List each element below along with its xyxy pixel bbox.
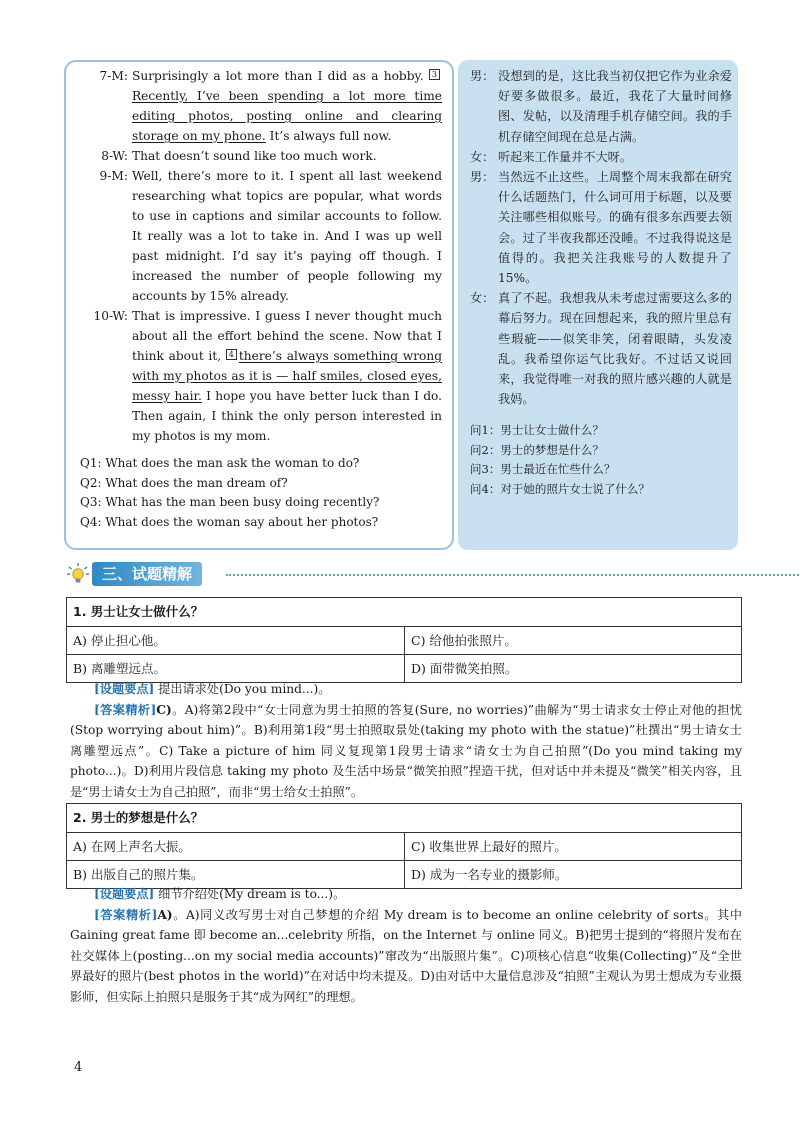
- translation-text: 没想到的是，这比我当初仅把它作为业余爱好要多做很多。最近，我花了大量时间修图、发帖，以及清理手机存储空间。我的手机存储空间现在总是占满。: [498, 69, 732, 144]
- underlined-key-sentence: Recently, I’ve been spending a lot more time editing photos, posting online and clearing storage on my phone.: [132, 89, 442, 143]
- dialogue-line: [80, 306, 442, 446]
- options-row: [67, 833, 741, 860]
- dialogue-text: [132, 66, 442, 146]
- analysis-text: 。A)将第2段中“女士同意为男士拍照的答复(Sure, no worries)”曲解为“男士请求女士停止对他的担忧(Stop worrying about him)”。B)利用第1段“男士拍照取景处(taking my photo with the statue)”杜撰出“男士请女士离雕塑远点”。C) Take a picture of him 同义复现第1段男士请求“请女士为自己拍照”(Do you mind taking my photo...)。D)利用片段信息 taking my photo 及生活中场景“微笑拍照”捏造干扰，但对话中并未提及“微笑”相关内容，且是“男士请女士为自己拍照”，而非“男士给女士拍照”。: [70, 702, 742, 799]
- translation-question: 问2：男士的梦想是什么？: [470, 442, 604, 457]
- translation-speaker: 男：: [470, 69, 495, 83]
- speaker-label: 10-W:: [93, 309, 128, 323]
- section-divider: [226, 574, 800, 576]
- speaker-label: 8-W:: [101, 149, 128, 163]
- question-1-table: [66, 597, 742, 683]
- analysis-answer: A): [157, 907, 173, 922]
- dialogue-segment: That doesn’t sound like too much work.: [132, 149, 377, 163]
- question-2-table: [66, 803, 742, 889]
- question-marker: 4: [226, 349, 237, 360]
- dialogue: [80, 66, 442, 532]
- dialogue-segment: Surprisingly a lot more than I did as a hobby.: [132, 69, 429, 83]
- analysis-text: 。A)同义改写男士对自己梦想的介绍 My dream is to become an online celebrity of sorts。其中 Gaining great fame 即 become an...celebrity 所指，on the Internet 与 online 同义。B)把男士提到的“将照片发布在社交媒体上(posting...on my social media accounts)”窜改为“出版照片集”。C)项核心信息“收集(Collecting)”及“全世界最好的照片(best photos in the world)”在对话中均未提及。D)由对话中大量信息涉及“拍照”主观认为男士想成为专业摄影师，但实际上拍照只是服务于其“成为网红”的理想。: [70, 907, 742, 1004]
- dialogue-line: [80, 66, 442, 146]
- option-a: A) 停止担心他。: [73, 633, 166, 648]
- speaker-label: 9-M:: [99, 169, 128, 183]
- question-2-title: 2. 男士的梦想是什么？: [67, 804, 741, 833]
- dialogue-text: [132, 166, 442, 306]
- translation-speaker: 男：: [470, 170, 495, 185]
- point-tag: [设题要点]: [94, 887, 155, 901]
- analysis-paragraph: [70, 700, 742, 803]
- question-item: Q1: What does the man ask the woman to do?: [80, 456, 360, 470]
- option-c: C) 收集世界上最好的照片。: [404, 833, 741, 860]
- translation-text: 真了不起。我想我从未考虑过需要这么多的幕后努力。现在回想起来，我的照片里总有些瑕疵——似笑非笑，闭着眼睛，头发凌乱。我希望你运气比我好。不过话又说回来，我觉得唯一对我的照片感兴趣的人就是我妈。: [498, 291, 732, 407]
- translation-question: 问3：男士最近在忙些什么？: [470, 462, 616, 477]
- dialogue-line: [80, 166, 442, 306]
- translation-line: [470, 167, 732, 288]
- analysis-answer: C): [156, 702, 172, 717]
- question-marker: 3: [429, 69, 440, 80]
- option-a: A) 在网上声名大振。: [73, 839, 191, 854]
- options-row: [67, 654, 741, 682]
- translation-speaker: 女：: [470, 291, 495, 306]
- point-tag: [设题要点]: [94, 682, 155, 696]
- option-d: D) 面带微笑拍照。: [404, 655, 741, 682]
- question-1-explanation: [70, 679, 742, 802]
- lightbulb-icon: [66, 562, 90, 586]
- question-item: Q2: What does the man dream of?: [80, 475, 288, 490]
- section-title: 三、试题精解: [92, 562, 202, 586]
- point-line: [70, 679, 742, 700]
- question-2-explanation: [70, 884, 742, 1007]
- dialogue-segment: I hope you have better luck than I do. Then again, I think the only person interested in my photos is my mom.: [132, 389, 442, 443]
- question-list: [80, 454, 442, 532]
- dialogue-segment: That is impressive. I guess I never thought much about all the effort behind the scene. Now that I think about it,: [132, 309, 442, 363]
- translation-text: 听起来工作量并不大呀。: [498, 149, 633, 164]
- dialogue-segment: It’s always full now.: [265, 129, 392, 143]
- translation-text: 当然远不止这些。上周整个周末我都在研究什么话题热门，什么词可用于标题，以及要关注哪些相似账号。的确有很多东西要去领会。过了半夜我都还没睡。不过我得说这是值得的。我把关注我账号的人数提升了15%。: [498, 170, 732, 286]
- section-heading: [66, 560, 746, 590]
- page-number: 4: [74, 1060, 83, 1075]
- question-item: Q3: What has the man been busy doing recently?: [80, 495, 380, 509]
- translation: [470, 66, 732, 499]
- options-row: [67, 627, 741, 654]
- translation-speaker: 女：: [470, 149, 495, 164]
- option-b: B) 出版自己的照片集。: [73, 867, 204, 882]
- question-1-title: 1. 男士让女士做什么？: [67, 598, 741, 627]
- question-item: Q4: What does the woman say about her photos?: [80, 514, 379, 529]
- analysis-tag: [答案精析]: [94, 907, 158, 922]
- dialogue-line: [80, 146, 442, 166]
- translation-question: 问4：对于她的照片女士说了什么？: [470, 481, 650, 496]
- dialogue-text: [132, 306, 442, 446]
- translation-line: [470, 66, 732, 147]
- translation-line: [470, 288, 732, 409]
- dialogue-text: [132, 146, 442, 166]
- option-b: B) 离雕塑远点。: [73, 661, 167, 676]
- option-c: C) 给他拍张照片。: [404, 627, 741, 654]
- dialogue-segment: Well, there’s more to it. I spent all last weekend researching what topics are popular, what words to use in captions and similar accounts to follow. It really was a lot to take in. And I was up well past midnight. I’d say it’s paying off though. I increased the number of people following my accounts by 15% already.: [132, 169, 442, 303]
- point-text: 细节介绍处(My dream is to...)。: [158, 887, 346, 901]
- analysis-paragraph: [70, 905, 742, 1008]
- analysis-tag: [答案精析]: [94, 702, 157, 717]
- speaker-label: 7-M:: [99, 69, 128, 83]
- translation-question: 问1：男士让女士做什么？: [470, 423, 604, 438]
- underlined-key-sentence: there’s always something wrong with my photos as it is — half smiles, closed eyes, messy hair.: [132, 349, 443, 403]
- point-text: 提出请求处(Do you mind...)。: [158, 682, 331, 696]
- point-line: [70, 884, 742, 905]
- translation-question-list: [470, 421, 732, 499]
- option-d: D) 成为一名专业的摄影师。: [404, 861, 741, 888]
- translation-line: [470, 147, 732, 167]
